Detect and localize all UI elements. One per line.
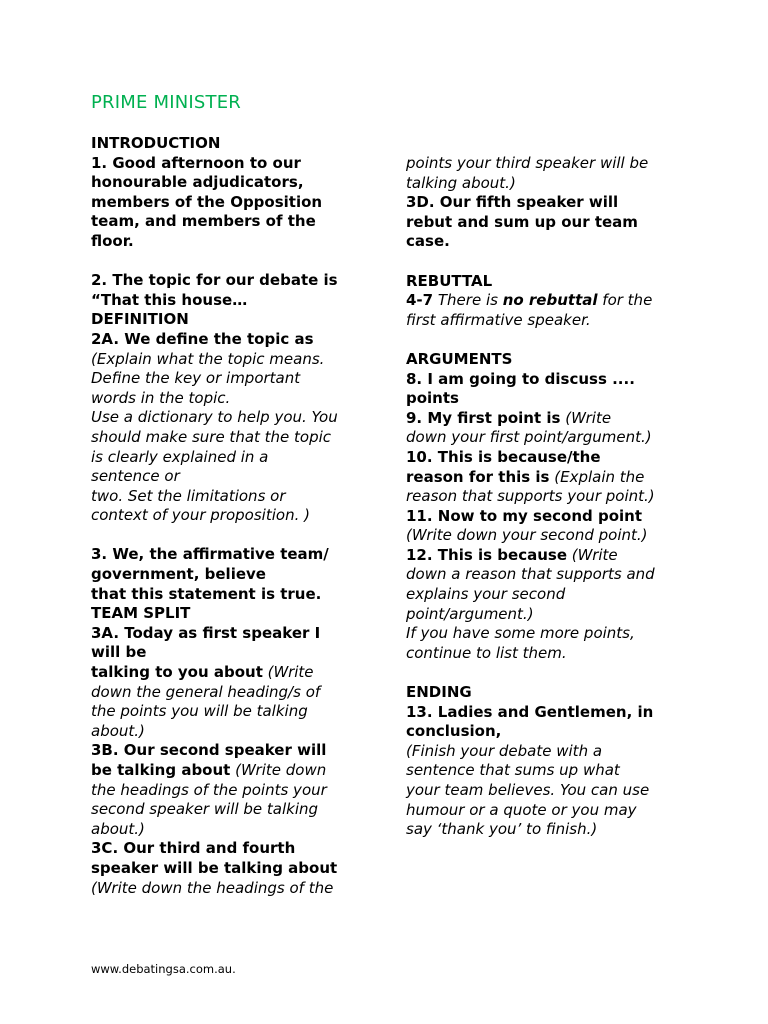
text-line [91,839,376,859]
text-line [91,761,376,781]
text-line [406,742,706,762]
text-run: (Explain what the topic means. [91,349,325,368]
text-line [91,330,376,350]
text-line [406,565,706,585]
text-line [91,585,376,605]
text-run: 3C. Our third and fourth [91,839,296,858]
text-run: 3A. Today as first speaker I [91,623,321,642]
text-line [406,389,706,409]
text-line [406,193,706,213]
blank-line [91,526,376,546]
text-run: no rebuttal [502,291,598,310]
text-run: conclusion, [406,722,502,741]
text-run: the points you will be talking [91,702,308,721]
text-run: the headings of the points your [91,780,327,799]
text-line [406,781,706,801]
text-line [91,193,376,213]
text-run: 10. This is because/the [406,447,601,466]
text-line [406,487,706,507]
text-run: ARGUMENTS [406,349,513,368]
text-line [406,761,706,781]
text-run: TEAM SPLIT [91,604,191,623]
text-line [91,565,376,585]
text-run: (Write [262,663,314,682]
text-run: down your first point/argument.) [406,428,652,447]
text-run: 3B. Our second speaker will [91,741,327,760]
text-line [91,369,376,389]
text-run: second speaker will be talking [91,800,319,819]
text-run: rebut and sum up our team [406,212,638,231]
text-line [91,800,376,820]
text-run: first affirmative speaker. [406,310,591,329]
text-run: about.) [91,721,145,740]
text-line [406,644,706,664]
blank-line [406,663,706,683]
text-line [406,291,706,311]
text-line [91,487,376,507]
text-line [91,663,376,683]
text-run: case. [406,232,450,251]
text-line [91,232,376,252]
text-run: (Write [560,408,612,427]
text-run: (Finish your debate with a [406,741,603,760]
text-run: team, and members of the [91,212,316,231]
text-line [406,311,706,331]
text-run: There is [433,291,503,310]
text-run: ENDING [406,683,472,702]
text-run: 9. My first point is [406,408,561,427]
left-column [91,134,376,898]
text-run: members of the Opposition [91,192,323,211]
text-run: DEFINITION [91,310,189,329]
text-line [91,643,376,663]
text-line [406,801,706,821]
text-line [406,507,706,527]
text-line [406,683,706,703]
text-line [91,781,376,801]
text-run: context of your proposition. ) [91,506,310,525]
text-run: should make sure that the topic [91,427,332,446]
text-line [91,702,376,722]
text-run: REBUTTAL [406,271,493,290]
text-run: Use a dictionary to help you. You [91,408,338,427]
text-run: about.) [91,819,145,838]
text-run: 2A. We define the topic as [91,329,314,348]
text-run: 2. The topic for our debate is [91,271,338,290]
text-run: will be [91,643,147,662]
text-line [406,154,706,174]
text-run: (Write down [230,761,327,779]
text-line [91,683,376,703]
text-run: points [406,389,459,408]
text-line [406,624,706,644]
text-line [406,409,706,429]
text-run: words in the topic. [91,388,231,407]
text-run: (Write down the headings of the [91,878,334,897]
text-run: floor. [91,231,134,250]
text-line [91,879,376,899]
text-line [91,389,376,409]
text-line [406,174,706,194]
text-line [91,604,376,624]
text-line [91,467,376,487]
text-line [406,428,706,448]
text-run: sentence or [91,467,180,486]
text-run: (Write [567,545,618,564]
text-line [406,585,706,605]
text-run: is clearly explained in a [91,447,269,466]
text-line [91,291,376,311]
text-line [91,271,376,291]
text-run: 12. This is because [406,545,567,564]
text-run: talking about.) [406,173,516,192]
text-run: talking to you about [91,663,263,682]
text-line [406,526,706,546]
text-line [91,506,376,526]
text-run: two. Set the limitations or [91,486,286,505]
text-run: for the [597,291,653,310]
text-run: government, believe [91,565,266,584]
text-line [406,448,706,468]
text-run: 13. Ladies and Gentlemen, in [406,702,654,721]
blank-line [406,252,706,272]
text-line [406,232,706,252]
text-run: your team believes. You can use [406,781,650,799]
blank-line [406,330,706,350]
text-run: 11. Now to my second point [406,506,643,525]
text-line [91,859,376,879]
text-line [91,350,376,370]
page-title: PRIME MINISTER [91,92,242,113]
text-run: “That this house… [91,290,248,309]
text-run: If you have some more points, [406,624,635,643]
text-line [91,624,376,644]
text-run: Define the key or important [91,369,301,388]
text-line [406,213,706,233]
text-line [91,408,376,428]
text-line [406,605,706,625]
text-run: 3D. Our fifth speaker will [406,193,619,212]
text-run: reason for this is [406,467,550,486]
text-run: 3. We, the affirmative team/ [91,545,329,564]
text-line [91,545,376,565]
text-line [91,428,376,448]
text-run: speaker will be talking about [91,858,338,877]
text-run: that this statement is true. [91,584,322,603]
text-line [406,370,706,390]
text-run: INTRODUCTION [91,134,221,152]
text-run: continue to list them. [406,643,567,662]
text-line [91,741,376,761]
text-line [91,448,376,468]
text-line [406,703,706,723]
blank-line [91,252,376,272]
right-column [406,154,706,840]
text-line [91,820,376,840]
text-run: 8. I am going to discuss .... [406,369,635,388]
text-run: (Explain the [549,467,645,486]
text-line [406,350,706,370]
text-run: sentence that sums up what [406,761,620,780]
text-line [406,468,706,488]
text-run: 1. Good afternoon to our [91,153,301,172]
text-line [406,722,706,742]
text-line [91,722,376,742]
text-run: down the general heading/s of [91,682,321,701]
text-line [91,173,376,193]
text-run: down a reason that supports and [406,565,655,584]
text-line [91,310,376,330]
text-run: points your third speaker will be [406,154,649,172]
text-line [91,154,376,174]
text-run: humour or a quote or you may [406,800,637,819]
text-run: 4-7 [406,291,434,310]
text-line [91,212,376,232]
text-line [406,272,706,292]
footer-url: www.debatingsa.com.au. [91,962,236,976]
text-line [406,546,706,566]
text-run: explains your second [406,585,566,604]
text-run: be talking about [91,761,231,779]
text-line [91,134,376,154]
text-run: reason that supports your point.) [406,487,655,506]
text-run: (Write down your second point.) [406,526,648,545]
text-run: say ‘thank you’ to finish.) [406,820,598,839]
text-run: point/argument.) [406,604,534,623]
text-line [406,820,706,840]
text-run: honourable adjudicators, [91,173,304,192]
